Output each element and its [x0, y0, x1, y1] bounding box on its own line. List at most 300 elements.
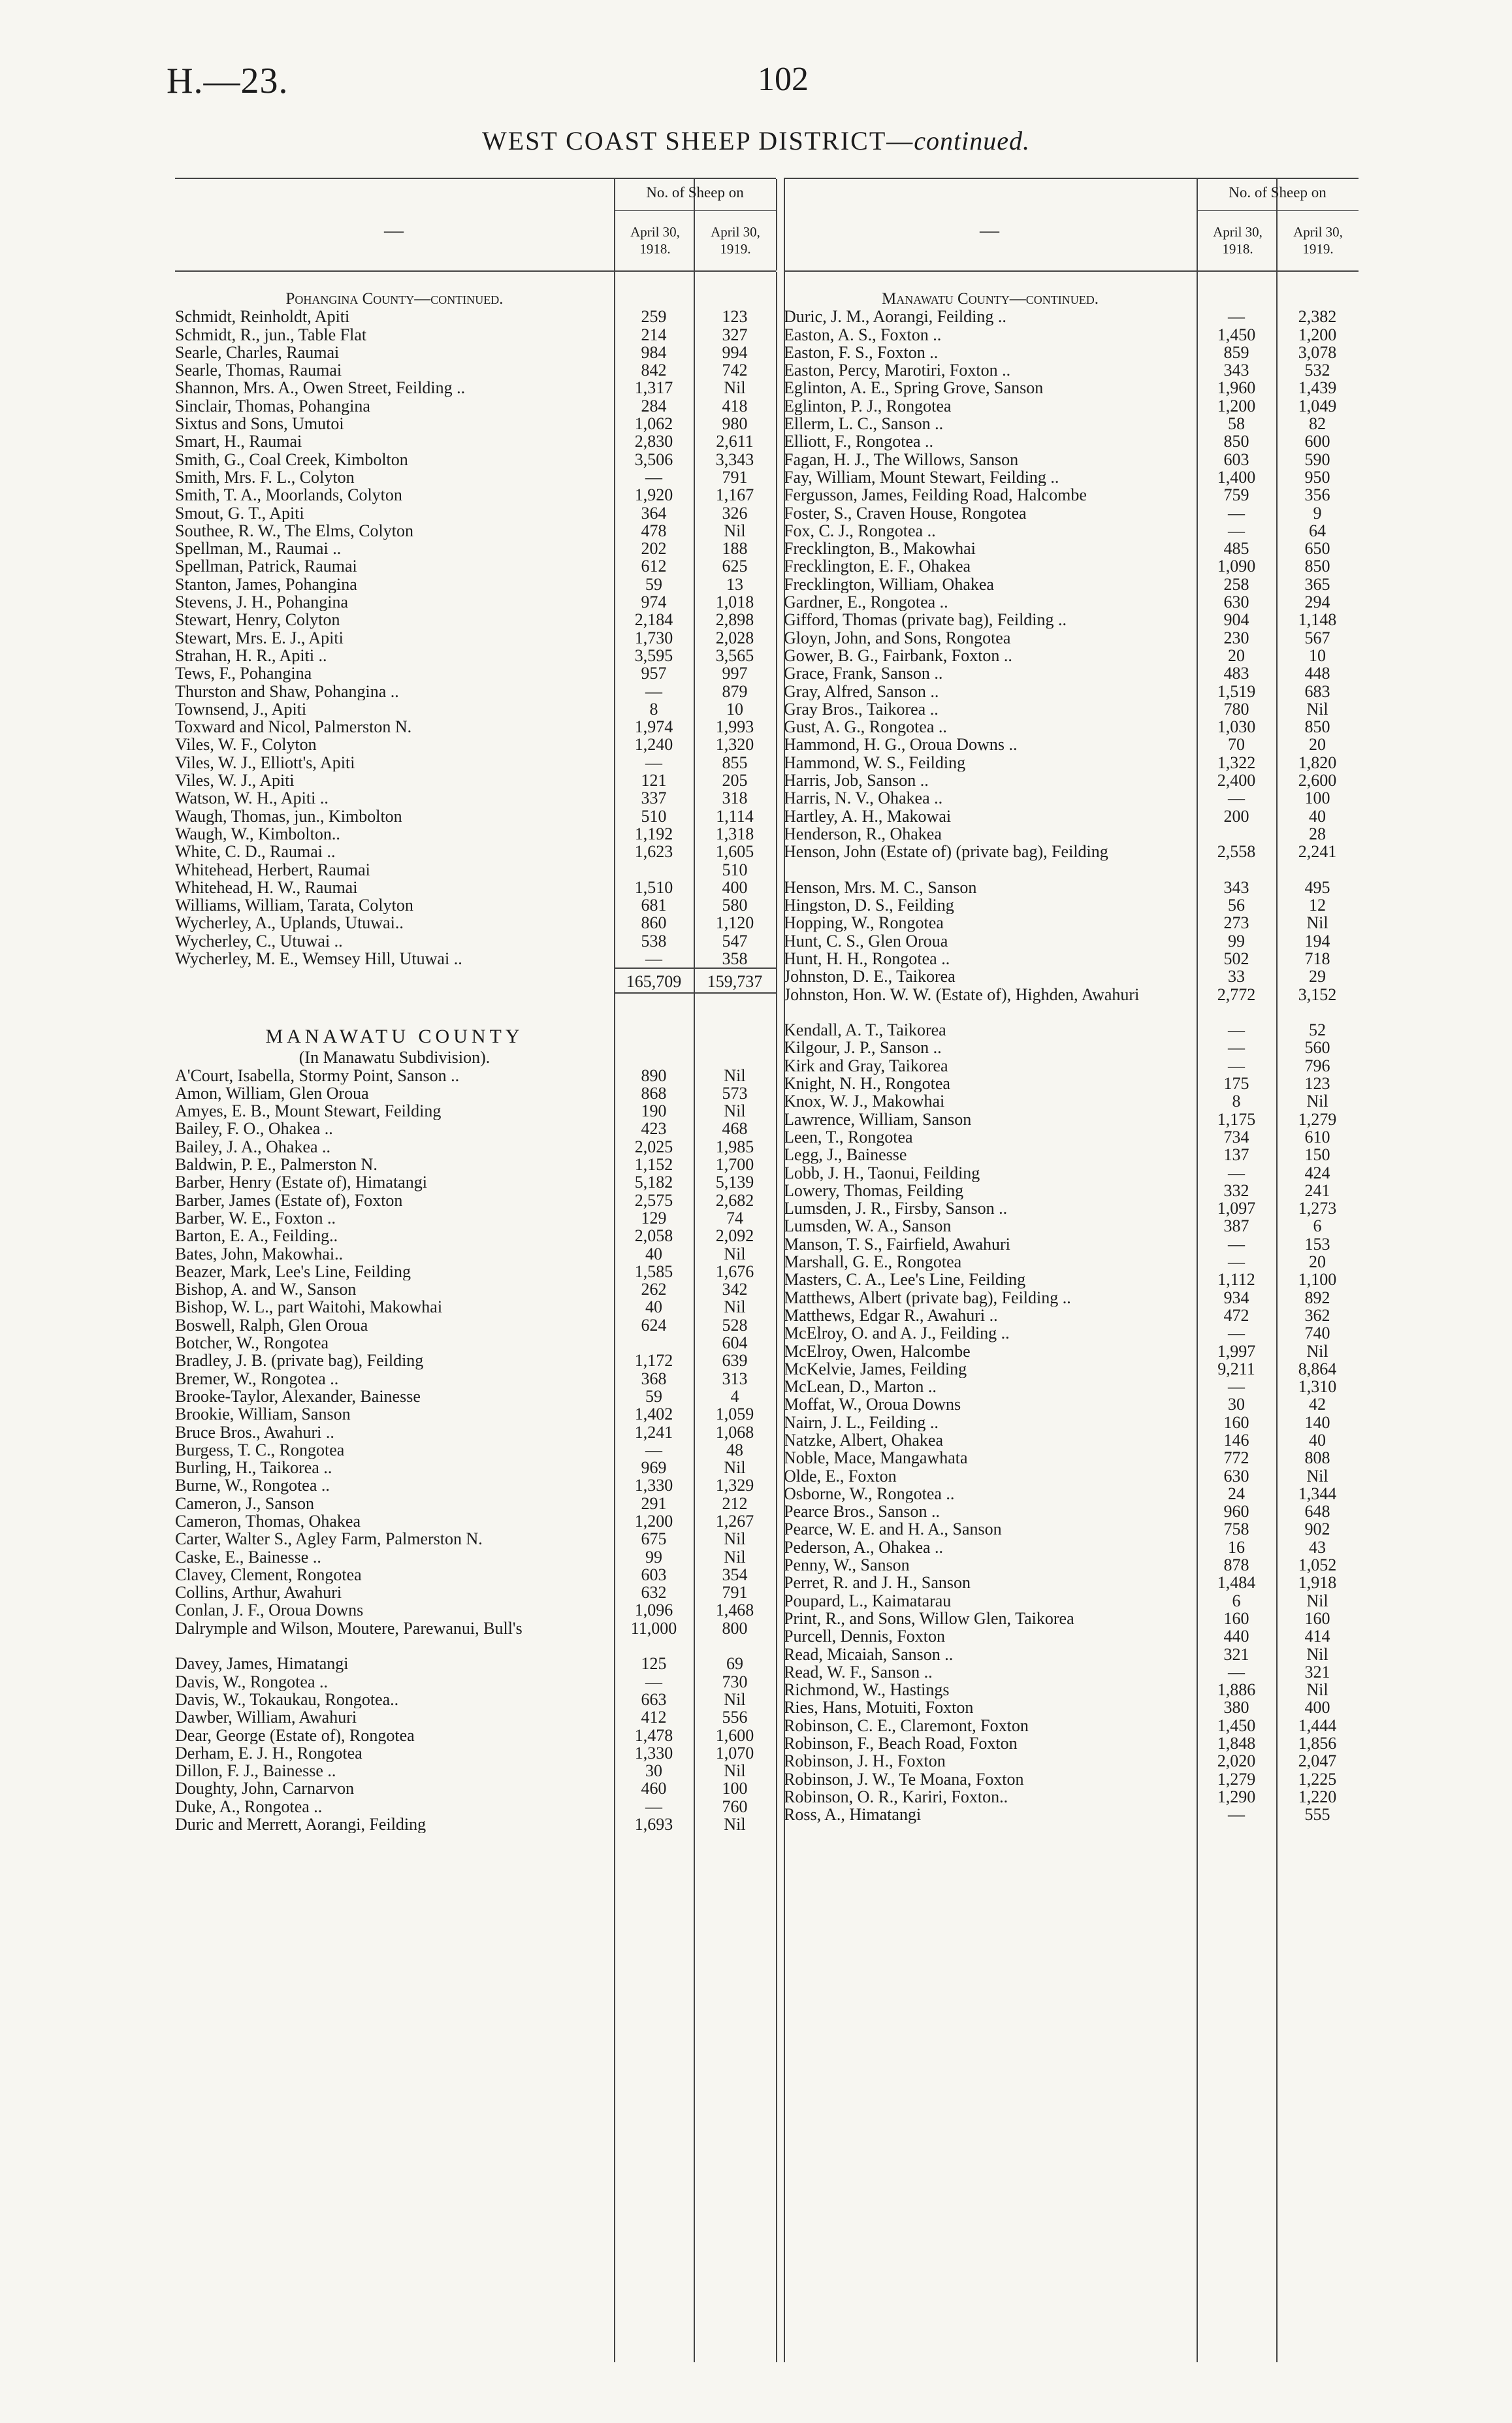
owner-name: Burgess, T. C., Rongotea: [175, 1440, 345, 1459]
sheep-1918: 772: [1223, 1448, 1249, 1468]
owner-name: Print, R., and Sons, Willow Glen, Taikorea: [784, 1609, 1074, 1628]
sheep-1918: —: [1228, 1324, 1245, 1343]
owner-name: Hingston, D. S., Feilding: [784, 896, 954, 915]
owner-name: Amon, William, Glen Oroua: [175, 1084, 369, 1103]
sheep-1919: 1,114: [716, 806, 754, 826]
table-row: [175, 1459, 776, 1476]
table-row: [784, 415, 1359, 432]
table-row: [784, 540, 1359, 557]
owner-name: Baldwin, P. E., Palmerston N.: [175, 1156, 378, 1174]
owner-name: Searle, Charles, Raumai: [175, 343, 340, 362]
sheep-1919: 1,329: [715, 1476, 754, 1495]
owner-name: Viles, W. F., Colyton: [175, 736, 317, 754]
sheep-1919: 13: [726, 574, 743, 594]
sheep-1918: 284: [641, 396, 667, 415]
sheep-1918: 1,290: [1217, 1787, 1256, 1806]
table-row: [175, 1441, 776, 1459]
owner-name: Toxward and Nicol, Palmerston N.: [175, 718, 412, 736]
owner-name: Gardner, E., Rongotea ..: [784, 593, 948, 611]
owner-name: Lobb, J. H., Taonui, Feilding: [784, 1163, 980, 1182]
owner-name: Hopping, W., Rongotea: [784, 914, 944, 932]
owner-name: McElroy, Owen, Halcombe: [784, 1342, 971, 1360]
sheep-1919: 1,310: [1298, 1377, 1337, 1397]
owner-name: Wycherley, C., Utuwai ..: [175, 932, 343, 950]
sheep-1919: Nil: [1306, 1644, 1328, 1664]
table-row: [784, 326, 1359, 344]
owner-name: Burne, W., Rongotea ..: [175, 1476, 330, 1495]
owner-name: Henson, John (Estate of) (private bag), Feilding: [784, 843, 1108, 862]
owner-name: Waugh, W., Kimbolton..: [175, 824, 340, 843]
owner-name: Easton, F. S., Foxton ..: [784, 343, 939, 362]
sheep-1918: 423: [641, 1119, 667, 1139]
sheep-1919: 1,700: [715, 1155, 754, 1175]
table-row: [175, 1512, 776, 1530]
sheep-1919: 2,092: [715, 1226, 754, 1246]
sheep-1919: 1,200: [1298, 325, 1337, 344]
sheep-1919: Nil: [1306, 913, 1328, 933]
owner-name: Hammond, W. S., Feilding: [784, 753, 966, 772]
table-row: [175, 468, 776, 486]
table-row: [175, 486, 776, 504]
table-row: [175, 379, 776, 397]
sheep-1919: 140: [1304, 1412, 1330, 1432]
sheep-1918: 1,241: [634, 1422, 673, 1442]
owner-name: Whitehead, H. W., Raumai: [175, 878, 358, 897]
sheep-1918: 160: [1223, 1412, 1249, 1432]
sheep-1918: —: [1228, 503, 1245, 523]
sheep-1918: 1,974: [634, 717, 673, 737]
sheep-1919: 560: [1304, 1038, 1330, 1058]
table-row: [175, 1798, 776, 1815]
table-row: [784, 1681, 1359, 1699]
owner-name: Perret, R. and J. H., Sanson: [784, 1574, 971, 1592]
sheep-1918: 2,025: [634, 1137, 673, 1156]
table-row: [784, 1556, 1359, 1574]
sheep-1919: 528: [722, 1315, 748, 1335]
sheep-1919: 1,344: [1298, 1484, 1337, 1503]
sheep-1918: 321: [1223, 1644, 1249, 1664]
owner-name: Kirk and Gray, Taikorea: [784, 1056, 948, 1075]
table-row: [784, 664, 1359, 682]
sheep-1919: 6: [1313, 1216, 1322, 1236]
owner-name: Richmond, W., Hastings: [784, 1681, 950, 1699]
sheep-1919: 547: [722, 931, 748, 951]
owner-name: Bremer, W., Rongotea ..: [175, 1369, 339, 1388]
sheep-1919: 356: [1304, 485, 1330, 505]
table-row: [784, 789, 1359, 807]
sheep-1919: 1,225: [1298, 1769, 1337, 1789]
owner-name: Leen, T., Rongotea: [784, 1128, 913, 1146]
sheep-1918: [614, 861, 694, 879]
sheep-1919: 590: [1304, 449, 1330, 469]
sheep-1918: 1,279: [1217, 1769, 1256, 1789]
table-row: [175, 754, 776, 772]
owner-name: Grace, Frank, Sanson ..: [784, 664, 943, 683]
sheep-1918: 258: [1223, 574, 1249, 594]
sheep-1919: 342: [722, 1280, 748, 1299]
table-row: [175, 664, 776, 682]
owner-name: Robinson, J. H., Foxton: [784, 1752, 946, 1770]
sheep-1918: —: [645, 1440, 662, 1459]
table-row: [784, 1574, 1359, 1591]
sheep-1918: 440: [1223, 1627, 1249, 1646]
page-number: 102: [758, 61, 809, 98]
right-header-group: No. of Sheep on: [1229, 184, 1327, 201]
sheep-1918: —: [1228, 1056, 1245, 1075]
sheep-1918: 984: [641, 342, 667, 362]
table-row: [784, 772, 1359, 789]
table-row: [784, 1217, 1359, 1235]
sheep-1919: 791: [722, 1583, 748, 1602]
owner-name: Foster, S., Craven House, Rongotea: [784, 504, 1027, 522]
owner-name: Frecklington, William, Ohakea: [784, 575, 994, 594]
sheep-1918: 1,030: [1217, 717, 1256, 737]
sheep-1918: 859: [1223, 342, 1249, 362]
owner-name: Bates, John, Makowhai..: [175, 1244, 344, 1263]
owner-name: Stanton, James, Pohangina: [175, 575, 357, 594]
sheep-1919: Nil: [1306, 1341, 1328, 1361]
sheep-1918: 56: [1228, 896, 1245, 915]
table-row: [784, 1770, 1359, 1788]
sheep-1919: 212: [722, 1493, 748, 1513]
owner-name: Frecklington, E. F., Ohakea: [784, 557, 971, 576]
table-row: [784, 1253, 1359, 1271]
sheep-1918: —: [1228, 521, 1245, 540]
sheep-1919: 532: [1304, 361, 1330, 380]
sheep-1918: 1,920: [634, 485, 673, 505]
sheep-1919: 902: [1304, 1520, 1330, 1539]
owner-name: Harris, Job, Sanson ..: [784, 772, 929, 790]
owner-name: Stewart, Henry, Colyton: [175, 611, 340, 629]
owner-name: Knight, N. H., Rongotea: [784, 1075, 950, 1093]
sheep-1919: 950: [1304, 467, 1330, 487]
table-row: [175, 932, 776, 950]
table-row: [784, 1182, 1359, 1199]
sheep-1918: —: [645, 1797, 662, 1816]
table-row: [784, 1610, 1359, 1627]
sheep-1919: 358: [722, 949, 748, 968]
table-row: [784, 432, 1359, 450]
sheep-1919: 567: [1304, 628, 1330, 647]
sheep-1919: 683: [1304, 681, 1330, 701]
sheep-1919: 760: [722, 1797, 748, 1816]
table-row: [175, 700, 776, 718]
table-row: [175, 1209, 776, 1227]
sheep-1919: Nil: [724, 1458, 746, 1478]
table-row: [175, 1388, 776, 1405]
sheep-1918: —: [1228, 1805, 1245, 1825]
table-row: [175, 1120, 776, 1137]
table-row: [175, 522, 776, 540]
owner-name: Duke, A., Rongotea ..: [175, 1797, 323, 1816]
sheep-1918: 337: [641, 789, 667, 808]
table-row: [784, 718, 1359, 736]
sheep-1918: 30: [1228, 1395, 1245, 1414]
owner-name: Derham, E. J. H., Rongotea: [175, 1744, 362, 1763]
table-row: [784, 1342, 1359, 1360]
sheep-1918: 2,558: [1217, 842, 1256, 862]
sheep-1918: 70: [1228, 735, 1245, 755]
table-row: [784, 1592, 1359, 1610]
sheep-1918: 1,997: [1217, 1341, 1256, 1361]
table-row: [784, 1414, 1359, 1431]
owner-name: Thurston and Shaw, Pohangina ..: [175, 682, 399, 700]
sheep-1918: 472: [1223, 1305, 1249, 1325]
table-row: [175, 736, 776, 753]
owner-name: Dear, George (Estate of), Rongotea: [175, 1726, 415, 1744]
sheep-1919: 855: [722, 753, 748, 772]
sheep-1918: —: [1228, 789, 1245, 808]
sheep-1918: 934: [1223, 1288, 1249, 1307]
table-row: [175, 361, 776, 379]
sheep-1919: 718: [1304, 949, 1330, 968]
sheep-1918: 842: [641, 361, 667, 380]
sheep-1919: Nil: [1306, 1591, 1328, 1610]
owner-name: Schmidt, Reinholdt, Apiti: [175, 308, 350, 326]
sheep-1919: 48: [726, 1440, 743, 1459]
sheep-1918: 364: [641, 503, 667, 523]
sheep-1919: 327: [722, 325, 748, 344]
sheep-1919: 556: [722, 1708, 748, 1727]
table-row: [175, 1298, 776, 1316]
table-row: [175, 1370, 776, 1388]
sheep-1919: Nil: [724, 521, 746, 540]
owner-name: Fay, William, Mount Stewart, Feilding ..: [784, 468, 1059, 487]
table-row: [175, 1067, 776, 1084]
sheep-1918: 1,175: [1217, 1109, 1256, 1129]
table-row: [784, 754, 1359, 772]
left-total-row: [175, 968, 776, 994]
owner-name: Lumsden, W. A., Sanson: [784, 1217, 952, 1235]
table-row: [175, 683, 776, 700]
owner-name: Cameron, Thomas, Ohakea: [175, 1512, 361, 1531]
left-total-1919: 159,737: [694, 968, 776, 994]
owner-name: Gloyn, John, and Sons, Rongotea: [784, 628, 1011, 647]
sheep-1918: 502: [1223, 949, 1249, 968]
sheep-1918: —: [1228, 1163, 1245, 1182]
sheep-1919: 194: [1304, 931, 1330, 951]
owner-name: Noble, Mace, Mangawhata: [784, 1449, 968, 1467]
table-row: [784, 486, 1359, 504]
owner-name: Legg, J., Bainesse: [784, 1146, 907, 1164]
owner-name: Spellman, M., Raumai ..: [175, 540, 342, 558]
sheep-1918: 2,184: [634, 610, 673, 630]
sheep-1919: 20: [1309, 1252, 1326, 1272]
sheep-1919: 495: [1304, 877, 1330, 897]
sheep-1919: 418: [722, 396, 748, 415]
sheep-1919: 362: [1304, 1305, 1330, 1325]
sheep-1919: 365: [1304, 574, 1330, 594]
table-row: [784, 397, 1359, 415]
sheep-1918: —: [645, 467, 662, 487]
table-row: [175, 344, 776, 361]
owner-name: Hunt, C. S., Glen Oroua: [784, 932, 948, 950]
table-row: [784, 1806, 1359, 1823]
table-row: [784, 843, 1359, 879]
owner-name: Moffat, W., Oroua Downs: [784, 1395, 961, 1414]
sheep-1919: 610: [1304, 1127, 1330, 1146]
owner-name: Stevens, J. H., Pohangina: [175, 593, 349, 611]
owner-name: Elliott, F., Rongotea ..: [784, 432, 934, 451]
owner-name: Conlan, J. F., Oroua Downs: [175, 1601, 364, 1619]
sheep-1918: 759: [1223, 485, 1249, 505]
table-row: [784, 914, 1359, 932]
sheep-1918: 1,519: [1217, 681, 1256, 701]
sheep-1919: Nil: [724, 1761, 746, 1781]
sheep-1918: 1,062: [634, 414, 673, 434]
table-row: [175, 1192, 776, 1209]
sheep-1919: 1,918: [1298, 1573, 1337, 1593]
left-header-1918: April 30, 1918.: [630, 224, 680, 257]
table-row: [784, 1271, 1359, 1288]
sheep-1918: 860: [641, 913, 667, 933]
sheep-1918: 1,172: [634, 1351, 673, 1371]
sheep-1918: 59: [645, 1386, 662, 1406]
owner-name: Wycherley, A., Uplands, Utuwai..: [175, 914, 404, 932]
sheep-1919: 414: [1304, 1627, 1330, 1646]
sheep-1918: 478: [641, 521, 667, 540]
sheep-1918: —: [1228, 1662, 1245, 1682]
owner-name: Frecklington, B., Makowhai: [784, 540, 976, 558]
sheep-1918: 5,182: [634, 1173, 673, 1192]
owner-name: Robinson, O. R., Kariri, Foxton..: [784, 1787, 1008, 1806]
sheep-1918: —: [645, 1672, 662, 1691]
page-title-main: WEST COAST SHEEP DISTRICT—: [481, 126, 914, 155]
table-row: [175, 1263, 776, 1280]
sheep-1918: 190: [641, 1101, 667, 1121]
sheep-1918: 343: [1223, 361, 1249, 380]
sheep-1918: 1,450: [1217, 325, 1256, 344]
table-row: [784, 1752, 1359, 1770]
sheep-1918: 868: [641, 1083, 667, 1103]
table-row: [175, 1138, 776, 1156]
table-row: [175, 879, 776, 896]
sheep-1918: 1,730: [634, 628, 673, 647]
table-row: [175, 451, 776, 468]
sheep-1919: 1,018: [715, 593, 754, 612]
sheep-1919: 4: [730, 1386, 739, 1406]
left-header-group: No. of Sheep on: [646, 184, 744, 201]
sheep-1919: 850: [1304, 717, 1330, 737]
owner-name: Waugh, Thomas, jun., Kimbolton: [175, 807, 402, 825]
left-header-1919: April 30, 1919.: [711, 224, 760, 257]
owner-name: Bishop, A. and W., Sanson: [175, 1280, 357, 1299]
sheep-1919: 74: [726, 1208, 743, 1228]
sheep-1919: 1,676: [715, 1261, 754, 1281]
sheep-1919: 123: [1304, 1074, 1330, 1094]
sheep-1919: 28: [1309, 824, 1326, 843]
owner-name: Johnston, Hon. W. W. (Estate of), Highden, Awahuri: [784, 985, 1140, 1004]
owner-name: Brooke-Taylor, Alexander, Bainesse: [175, 1387, 421, 1406]
sheep-1919: Nil: [724, 1815, 746, 1834]
sheep-1919: 648: [1304, 1502, 1330, 1521]
sheep-1919: 510: [722, 860, 748, 879]
sheep-1919: 2,611: [716, 432, 754, 451]
table-row: [175, 1423, 776, 1441]
sheep-1919: 3,565: [715, 645, 754, 665]
table-row: [175, 576, 776, 593]
owner-name: Watson, W. H., Apiti ..: [175, 789, 329, 807]
right-table-header: [784, 178, 1359, 272]
sheep-1918: 40: [645, 1244, 662, 1263]
sheep-1919: 326: [722, 503, 748, 523]
right-table: [784, 178, 1359, 1824]
sheep-1919: 650: [1304, 539, 1330, 559]
sheep-1918: 957: [641, 664, 667, 683]
table-row: [175, 504, 776, 522]
sheep-1919: 2,241: [1298, 842, 1337, 862]
owner-name: Barber, W. E., Foxton ..: [175, 1209, 336, 1228]
sheep-1919: 1,267: [715, 1512, 754, 1531]
owner-name: Dillon, F. J., Bainesse ..: [175, 1762, 336, 1780]
sheep-1919: 3,152: [1298, 984, 1337, 1004]
owner-name: Smout, G. T., Apiti: [175, 504, 304, 522]
sheep-1919: 1,605: [715, 842, 754, 862]
sheep-1918: 1,200: [1217, 396, 1256, 415]
left-table-header: [175, 178, 776, 272]
table-row: [784, 1717, 1359, 1734]
sheep-1918: 11,000: [630, 1618, 677, 1638]
table-row: [175, 950, 776, 968]
sheep-1919: 730: [722, 1672, 748, 1691]
sheep-1919: 12: [1309, 896, 1326, 915]
sheep-1918: 99: [645, 1547, 662, 1567]
table-row: [175, 1227, 776, 1244]
sheep-1919: 573: [722, 1083, 748, 1103]
table-row: [175, 540, 776, 557]
page-reference: H.—23.: [167, 61, 289, 101]
owner-name: Smith, Mrs. F. L., Colyton: [175, 468, 355, 487]
sheep-1918: 259: [641, 307, 667, 327]
sheep-1919: 241: [1304, 1180, 1330, 1200]
owner-name: Viles, W. J., Elliott's, Apiti: [175, 753, 355, 772]
sheep-1918: 16: [1228, 1537, 1245, 1557]
page-title: [0, 125, 1512, 156]
table-row: [175, 629, 776, 647]
sheep-1919: Nil: [724, 1547, 746, 1567]
owner-name: Barber, Henry (Estate of), Himatangi: [175, 1173, 427, 1192]
table-row: [175, 593, 776, 611]
sheep-1918: 630: [1223, 593, 1249, 612]
owner-name: Natzke, Albert, Ohakea: [784, 1431, 944, 1450]
sheep-1918: 9,211: [1217, 1359, 1255, 1378]
sheep-1918: 202: [641, 539, 667, 559]
sheep-1919: Nil: [724, 1689, 746, 1709]
sheep-1918: 1,200: [634, 1512, 673, 1531]
sheep-1919: Nil: [1306, 1466, 1328, 1486]
sheep-1918: 460: [641, 1779, 667, 1798]
sheep-1918: 2,020: [1217, 1751, 1256, 1771]
sheep-1919: 354: [722, 1565, 748, 1584]
owner-name: Sixtus and Sons, Umutoi: [175, 415, 344, 433]
owner-name: Pederson, A., Ohakea ..: [784, 1538, 944, 1557]
table-row: [175, 415, 776, 432]
sheep-1918: 1,317: [634, 378, 673, 398]
table-row: [175, 861, 776, 879]
owner-name: Bailey, F. O., Ohakea ..: [175, 1120, 333, 1138]
owner-name: Pearce, W. E. and H. A., Sanson: [784, 1520, 1002, 1538]
table-row: [784, 1503, 1359, 1520]
sheep-1918: 612: [641, 557, 667, 576]
owner-name: Robinson, F., Beach Road, Foxton: [784, 1734, 1018, 1753]
sheep-1918: —: [1228, 307, 1245, 327]
sheep-1918: 1,090: [1217, 557, 1256, 576]
sheep-1919: Nil: [724, 1297, 746, 1317]
sheep-1918: 904: [1223, 610, 1249, 630]
sheep-1918: 1,960: [1217, 378, 1256, 398]
owner-name: Beazer, Mark, Lee's Line, Feilding: [175, 1262, 411, 1281]
sheep-1919: 400: [722, 877, 748, 897]
